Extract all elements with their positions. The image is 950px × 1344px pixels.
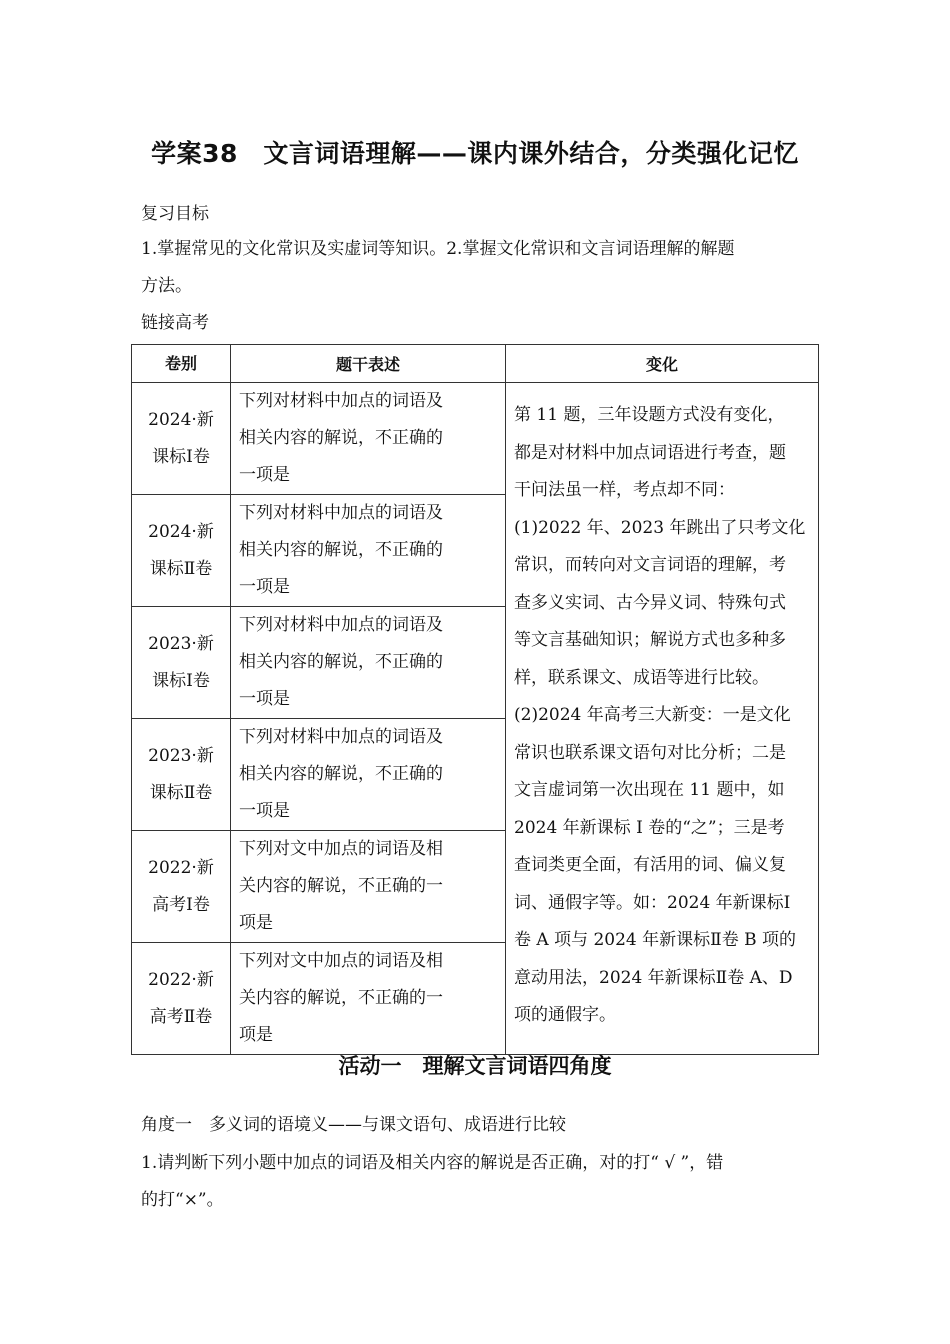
change-line: (2)2024 年高考三大新变：一是文化: [514, 705, 791, 725]
stem-cell: [231, 607, 506, 719]
table-header-row: [132, 345, 819, 383]
paper-line: 2023·新: [148, 745, 214, 766]
activity-heading: 活动一 理解文言词语四角度: [338, 1054, 612, 1078]
page-title: 学案38 文言词语理解——课内课外结合，分类强化记忆: [151, 139, 799, 168]
stem-line: 相关内容的解说，不正确的: [239, 428, 443, 448]
stem-line: 相关内容的解说，不正确的: [239, 540, 443, 560]
stem-cell: [231, 831, 506, 943]
stem-cell: [231, 943, 506, 1055]
stem-line: 一项是: [239, 801, 290, 821]
review-goals-line-2: 方法。: [141, 276, 192, 296]
paper-line: 2024·新: [148, 521, 214, 542]
header-stem: 题干表述: [231, 345, 506, 383]
paper-line: 2022·新: [148, 969, 214, 990]
stem-line: 项是: [239, 913, 273, 933]
stem-line: 一项是: [239, 465, 290, 485]
stem-line: 下列对材料中加点的词语及: [239, 727, 443, 747]
header-paper: 卷别: [132, 345, 231, 383]
question-line-2: 的打“×”。: [141, 1190, 224, 1210]
paper-cell: [132, 383, 231, 495]
table-row: [132, 383, 819, 495]
stem-line: 项是: [239, 1025, 273, 1045]
change-line: 查多义实词、古今异义词、特殊句式: [514, 592, 786, 613]
change-line: 样，联系课文、成语等进行比较。: [514, 667, 769, 688]
change-line: 干问法虽一样，考点却不同：: [514, 480, 735, 500]
paper-line: 课标Ⅰ卷: [152, 670, 210, 691]
stem-cell: [231, 383, 506, 495]
change-line: 都是对材料中加点词语进行考查，题: [514, 442, 786, 463]
change-line: 等文言基础知识；解说方式也多种多: [514, 630, 786, 650]
paper-line: 2024·新: [148, 409, 214, 430]
change-line: 词、通假字等。如：2024 年新课标Ⅰ: [514, 892, 791, 913]
change-line: (1)2022 年、2023 年跳出了只考文化: [514, 517, 806, 538]
stem-cell: [231, 719, 506, 831]
paper-line: 高考Ⅰ卷: [152, 894, 210, 915]
stem-line: 下列对材料中加点的词语及: [239, 391, 443, 411]
stem-line: 一项是: [239, 577, 290, 597]
stem-line: 关内容的解说，不正确的一: [239, 876, 443, 896]
stem-line: 下列对文中加点的词语及相: [239, 951, 443, 971]
paper-cell: [132, 495, 231, 607]
exam-comparison-table: [131, 344, 819, 1055]
paper-line: 2022·新: [148, 857, 214, 878]
change-line: 卷 A 项与 2024 年新课标Ⅱ卷 B 项的: [514, 930, 797, 950]
change-line: 项的通假字。: [514, 1005, 616, 1025]
change-line: 常识也联系课文语句对比分析；二是: [514, 742, 786, 763]
stem-line: 相关内容的解说，不正确的: [239, 764, 443, 784]
review-goals-heading: 复习目标: [141, 204, 209, 224]
paper-cell: [132, 719, 231, 831]
question-line-1: 1.请判断下列小题中加点的词语及相关内容的解说是否正确，对的打“ √ ”，错: [141, 1153, 724, 1173]
change-line: 文言虚词第一次出现在 11 题中，如: [514, 780, 785, 800]
stem-line: 相关内容的解说，不正确的: [239, 652, 443, 672]
change-line: 2024 年新课标 I 卷的“之”；三是考: [514, 817, 785, 838]
paper-cell: [132, 943, 231, 1055]
change-line: 查词类更全面，有活用的词、偏义复: [514, 855, 786, 875]
exam-link-heading: 链接高考: [141, 313, 209, 333]
stem-line: 下列对文中加点的词语及相: [239, 839, 443, 859]
change-cell: [506, 383, 819, 1055]
paper-line: 2023·新: [148, 633, 214, 654]
stem-line: 下列对材料中加点的词语及: [239, 615, 443, 635]
angle-heading: 角度一 多义词的语境义——与课文语句、成语进行比较: [141, 1115, 566, 1135]
paper-cell: [132, 831, 231, 943]
header-change: 变化: [506, 345, 819, 383]
change-line: 第 11 题，三年设题方式没有变化，: [514, 405, 785, 425]
paper-cell: [132, 607, 231, 719]
stem-line: 一项是: [239, 689, 290, 709]
stem-cell: [231, 495, 506, 607]
review-goals-line-1: 1.掌握常见的文化常识及实虚词等知识。2.掌握文化常识和文言词语理解的解题: [141, 239, 735, 259]
change-line: 意动用法，2024 年新课标Ⅱ卷 A、D: [514, 967, 793, 988]
paper-line: 高考Ⅱ卷: [149, 1006, 213, 1027]
change-line: 常识，而转向对文言词语的理解，考: [514, 555, 786, 575]
paper-line: 课标Ⅰ卷: [152, 446, 210, 467]
paper-line: 课标Ⅱ卷: [149, 558, 213, 579]
stem-line: 关内容的解说，不正确的一: [239, 988, 443, 1008]
stem-line: 下列对材料中加点的词语及: [239, 503, 443, 523]
paper-line: 课标Ⅱ卷: [149, 782, 213, 803]
